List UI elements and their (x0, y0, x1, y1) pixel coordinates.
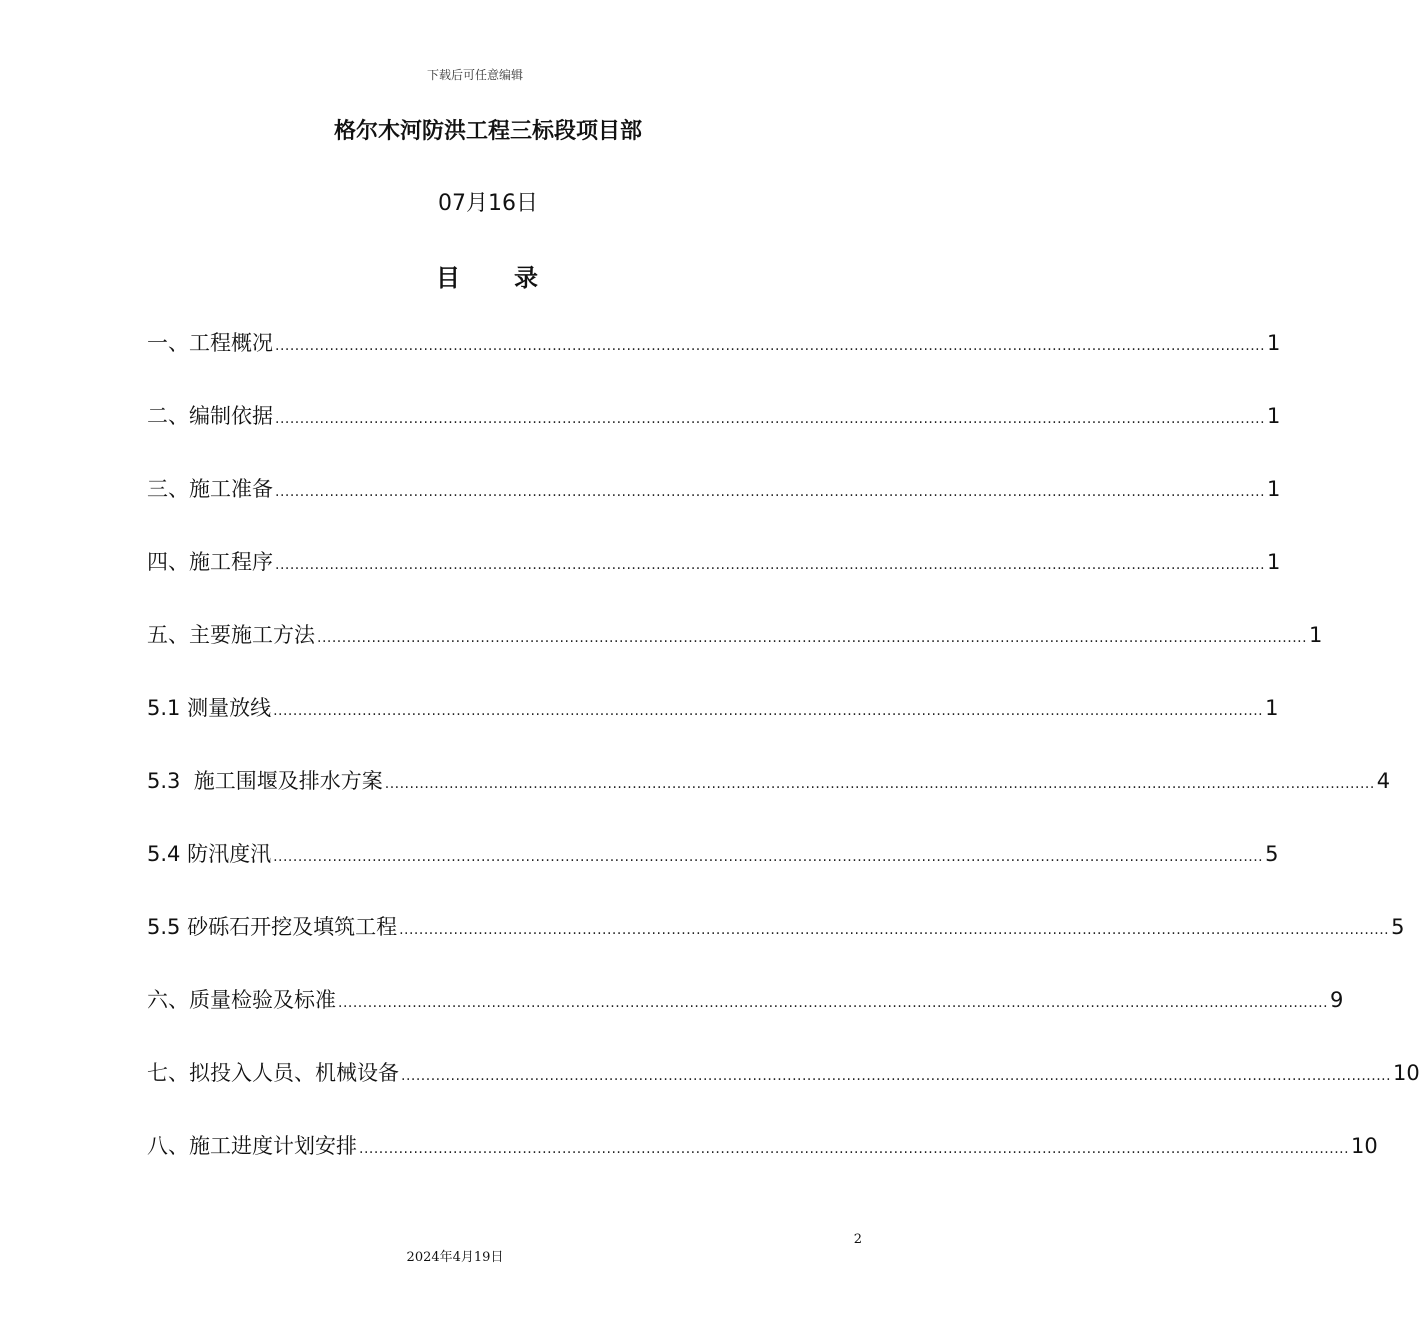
document-title: 格尔木河防洪工程三标段项目部 (333, 119, 642, 144)
toc-leader-dots: ........................................................................................................................................................................................................ (273, 849, 1264, 865)
toc-entry[interactable] (147, 1130, 1378, 1203)
toc-entry[interactable] (147, 984, 1344, 1057)
header-note: 下载后可任意编辑 (426, 68, 523, 82)
toc-entry-page: 9 (1330, 988, 1344, 1012)
toc-entry[interactable] (147, 911, 1405, 984)
toc-entry-label: 5.3 施工围堰及排水方案 (147, 769, 383, 793)
toc-leader-dots: ........................................................................................................................................................................................................ (275, 484, 1266, 500)
toc-leader-dots: ........................................................................................................................................................................................................ (399, 922, 1390, 938)
toc-entry[interactable] (147, 400, 1281, 473)
toc-leader-dots: ........................................................................................................................................................................................................ (338, 995, 1329, 1011)
toc-leader-dots: ........................................................................................................................................................................................................ (401, 1068, 1392, 1084)
toc-entry-page: 1 (1265, 696, 1279, 720)
toc-entry-label: 六、质量检验及标准 (147, 988, 336, 1012)
toc-entry-page: 4 (1376, 769, 1391, 793)
toc-entry-label: 三、施工准备 (147, 477, 273, 501)
toc-leader-dots: ........................................................................................................................................................................................................ (273, 703, 1264, 719)
toc-entry[interactable] (147, 473, 1281, 546)
page-number: 2 (853, 1232, 862, 1247)
toc-entry-page: 1 (1267, 477, 1281, 501)
toc-entry-page: 1 (1267, 550, 1281, 574)
toc-entry[interactable] (147, 692, 1279, 765)
toc-entry-page: 5 (1265, 842, 1279, 866)
toc-entry-label: 七、拟投入人员、机械设备 (147, 1061, 399, 1085)
toc-entry-page: 1 (1267, 404, 1281, 428)
document-date: 07月16日 (438, 191, 538, 216)
toc-entry-label: 5.5 砂砾石开挖及填筑工程 (147, 915, 398, 939)
toc-entry-page: 10 (1393, 1061, 1420, 1085)
toc-entry-label: 一、工程概况 (147, 331, 273, 355)
table-of-contents (147, 327, 1420, 1203)
toc-entry[interactable] (147, 765, 1391, 838)
toc-entry-label: 二、编制依据 (147, 404, 273, 428)
toc-leader-dots: ........................................................................................................................................................................................................ (384, 776, 1375, 792)
toc-entry-label: 八、施工进度计划安排 (147, 1134, 357, 1158)
toc-entry-page: 1 (1309, 623, 1323, 647)
toc-heading: 目 录 (436, 264, 540, 292)
toc-entry-label: 5.4 防汛度汛 (147, 842, 272, 866)
toc-entry[interactable] (147, 838, 1279, 911)
toc-entry-page: 5 (1391, 915, 1405, 939)
toc-leader-dots: ........................................................................................................................................................................................................ (317, 630, 1308, 646)
toc-entry-label: 四、施工程序 (147, 550, 273, 574)
toc-entry[interactable] (147, 1057, 1420, 1130)
toc-entry-page: 10 (1351, 1134, 1378, 1158)
toc-entry-page: 1 (1267, 331, 1281, 355)
footer-date: 2024年4月19日 (406, 1250, 504, 1265)
toc-entry[interactable] (147, 619, 1323, 692)
toc-leader-dots: ........................................................................................................................................................................................................ (275, 411, 1266, 427)
toc-entry-label: 五、主要施工方法 (147, 623, 315, 647)
toc-leader-dots: ........................................................................................................................................................................................................ (359, 1141, 1350, 1157)
toc-leader-dots: ........................................................................................................................................................................................................ (275, 557, 1266, 573)
toc-entry[interactable] (147, 327, 1281, 400)
toc-leader-dots: ........................................................................................................................................................................................................ (275, 338, 1266, 354)
toc-entry-label: 5.1 测量放线 (147, 696, 272, 720)
toc-entry[interactable] (147, 546, 1281, 619)
